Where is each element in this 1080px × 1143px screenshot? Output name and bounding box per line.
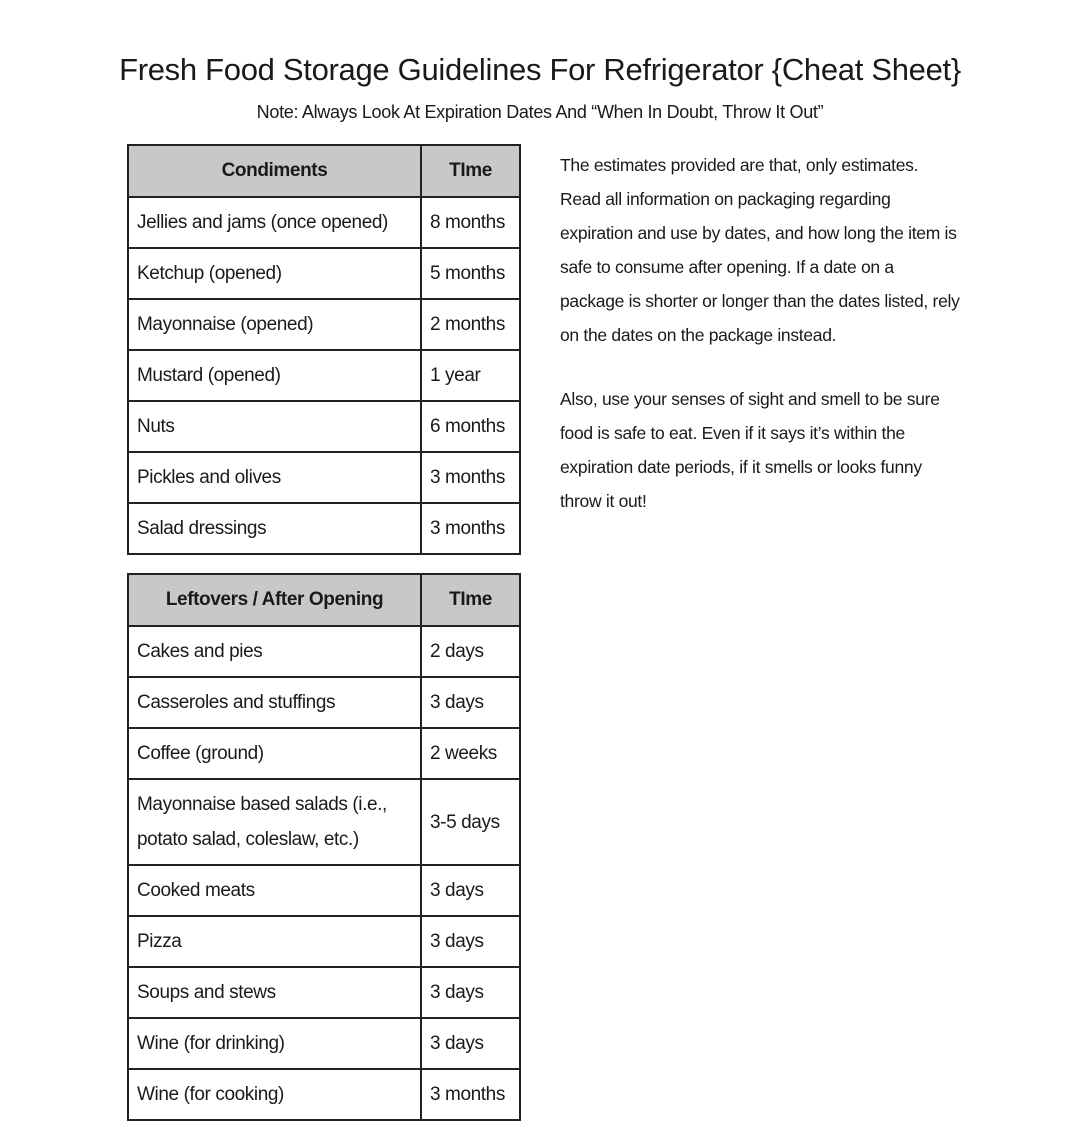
time-cell: 3 days bbox=[421, 916, 520, 967]
item-cell: Soups and stews bbox=[128, 967, 421, 1018]
time-cell: 3 months bbox=[421, 452, 520, 503]
item-cell: Pizza bbox=[128, 916, 421, 967]
item-cell: Casseroles and stuffings bbox=[128, 677, 421, 728]
item-cell: Nuts bbox=[128, 401, 421, 452]
condiments-table bbox=[127, 144, 521, 555]
time-cell: 1 year bbox=[421, 350, 520, 401]
item-cell: Cakes and pies bbox=[128, 626, 421, 677]
page-subtitle: Note: Always Look At Expiration Dates And “When In Doubt, Throw It Out” bbox=[256, 102, 824, 122]
time-cell: 3 days bbox=[421, 677, 520, 728]
notes-paragraph-estimates: The estimates provided are that, only estimates. Read all information on packaging regarding expiration and use by dates, and how long the item is safe to consume after opening. If a date on a package is shorter or longer than the dates listed, rely on the dates on the package instead. bbox=[560, 155, 960, 345]
item-cell: Mayonnaise based salads (i.e., potato salad, coleslaw, etc.) bbox=[128, 779, 421, 865]
item-cell: Coffee (ground) bbox=[128, 728, 421, 779]
table-row bbox=[128, 401, 520, 452]
item-cell: Wine (for drinking) bbox=[128, 1018, 421, 1069]
table-row bbox=[128, 677, 520, 728]
time-cell: 3 days bbox=[421, 865, 520, 916]
item-cell: Cooked meats bbox=[128, 865, 421, 916]
notes-panel bbox=[560, 148, 960, 548]
table-row bbox=[128, 865, 520, 916]
table-header-row bbox=[128, 145, 520, 197]
time-cell: 6 months bbox=[421, 401, 520, 452]
time-cell: 3 days bbox=[421, 1018, 520, 1069]
table-header-row bbox=[128, 574, 520, 626]
item-cell: Pickles and olives bbox=[128, 452, 421, 503]
item-cell: Ketchup (opened) bbox=[128, 248, 421, 299]
table-row bbox=[128, 1069, 520, 1120]
column-header-time: TIme bbox=[421, 145, 520, 197]
item-cell: Wine (for cooking) bbox=[128, 1069, 421, 1120]
table-row bbox=[128, 248, 520, 299]
table-row bbox=[128, 728, 520, 779]
time-cell: 8 months bbox=[421, 197, 520, 248]
item-cell: Salad dressings bbox=[128, 503, 421, 554]
time-cell: 5 months bbox=[421, 248, 520, 299]
table-row bbox=[128, 1018, 520, 1069]
table-row bbox=[128, 350, 520, 401]
table-row bbox=[128, 626, 520, 677]
column-header-time: TIme bbox=[421, 574, 520, 626]
table-row bbox=[128, 299, 520, 350]
time-cell: 2 months bbox=[421, 299, 520, 350]
page-title: Fresh Food Storage Guidelines For Refrigerator {Cheat Sheet} bbox=[119, 52, 961, 87]
time-cell: 3 months bbox=[421, 503, 520, 554]
time-cell: 3 days bbox=[421, 967, 520, 1018]
column-header-item: Condiments bbox=[128, 145, 421, 197]
time-cell: 3 months bbox=[421, 1069, 520, 1120]
time-cell: 3-5 days bbox=[421, 779, 520, 865]
table-row bbox=[128, 197, 520, 248]
notes-paragraph-senses: Also, use your senses of sight and smell to be sure food is safe to eat. Even if it says it’s within the expiration date periods, if it smells or looks funny throw it out! bbox=[560, 389, 940, 511]
item-cell: Mustard (opened) bbox=[128, 350, 421, 401]
table-row bbox=[128, 503, 520, 554]
table-row bbox=[128, 779, 520, 865]
leftovers-table bbox=[127, 573, 521, 1121]
table-row bbox=[128, 452, 520, 503]
time-cell: 2 days bbox=[421, 626, 520, 677]
table-row bbox=[128, 967, 520, 1018]
item-cell: Mayonnaise (opened) bbox=[128, 299, 421, 350]
time-cell: 2 weeks bbox=[421, 728, 520, 779]
item-cell: Jellies and jams (once opened) bbox=[128, 197, 421, 248]
column-header-item: Leftovers / After Opening bbox=[128, 574, 421, 626]
table-row bbox=[128, 916, 520, 967]
